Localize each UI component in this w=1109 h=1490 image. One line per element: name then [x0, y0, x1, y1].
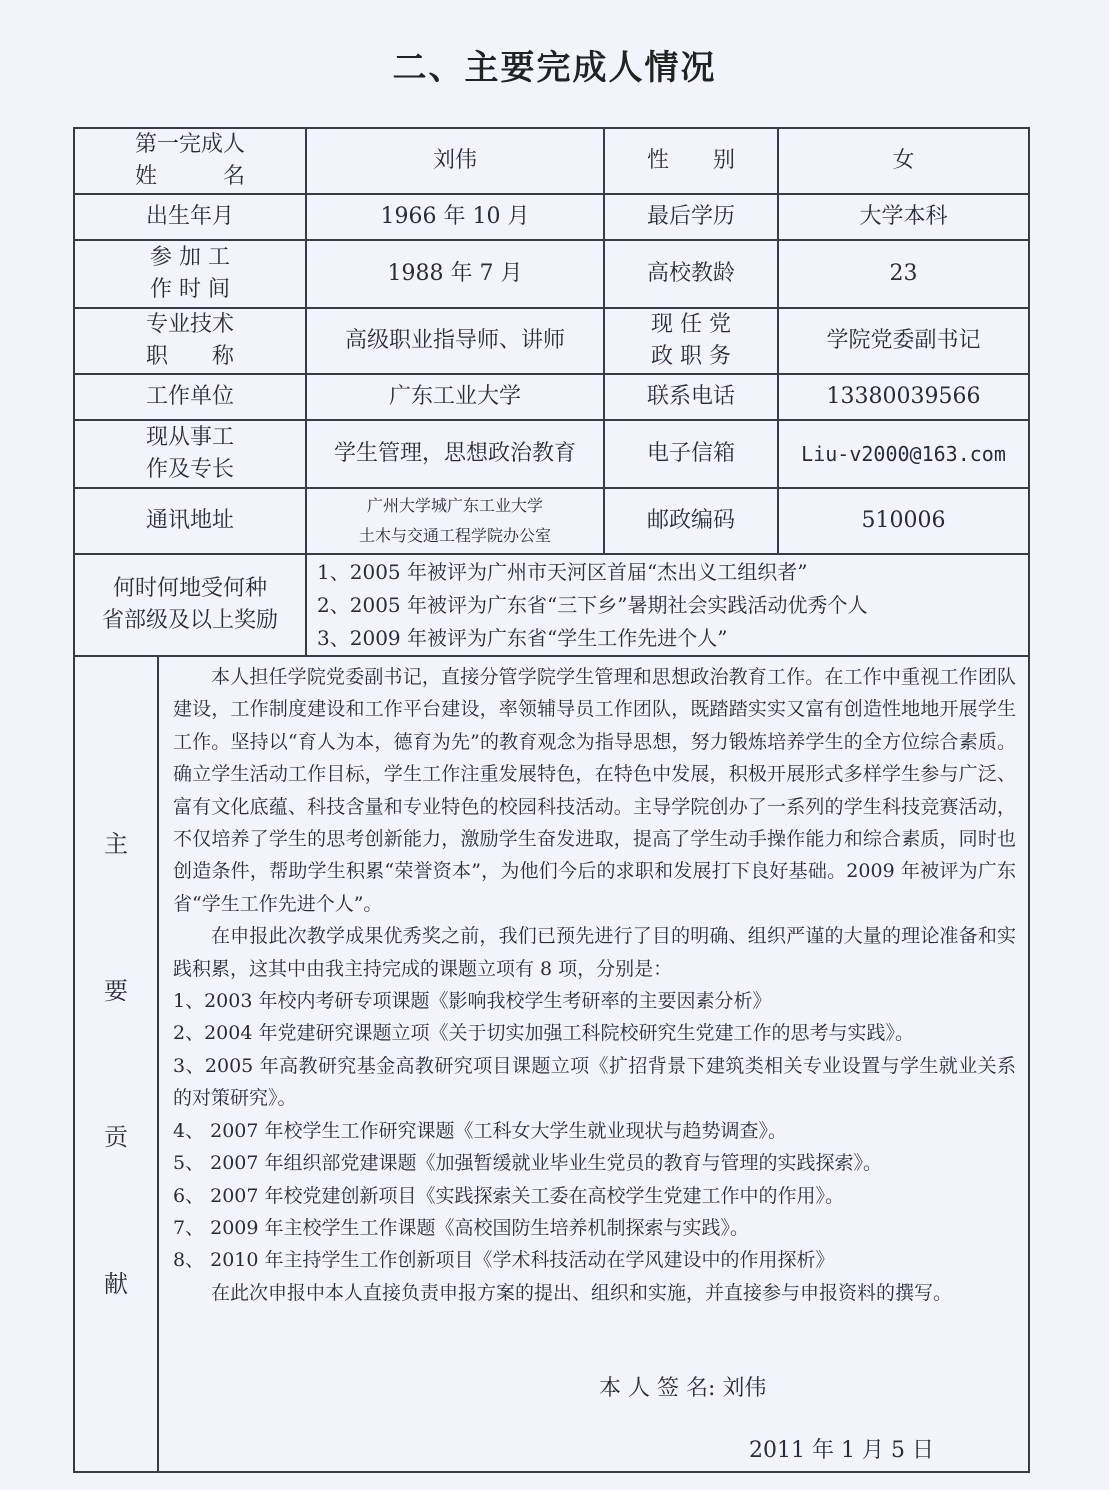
contribution-content: [158, 656, 1029, 1472]
awards-list: [306, 554, 1029, 656]
contribution-label-char: 贡: [104, 1123, 128, 1152]
row-employer: [74, 374, 1029, 420]
gender-value: 女: [778, 128, 1029, 194]
education-value: 大学本科: [778, 194, 1029, 240]
award-item: 3、2009 年被评为广东省“学生工作先进个人”: [317, 625, 728, 650]
birth-label: 出生年月: [74, 194, 306, 240]
employer-value: 广东工业大学: [306, 374, 604, 420]
work-start-label: 参 加 工 作 时 间: [74, 240, 306, 308]
postcode-label: 邮政编码: [604, 488, 778, 554]
project-item: 2、2004 年党建研究课题立项《关于切实加强工科院校研究生党建工作的思考与实践》。: [173, 1022, 914, 1045]
row-birth: [74, 194, 1029, 240]
employer-label: 工作单位: [74, 374, 306, 420]
signature: 本 人 签 名: 刘伟: [599, 1376, 767, 1401]
project-item: 3、2005 年高教研究基金高教研究项目课题立项《扩招背景下建筑类相关专业设置与学生就业关系的对策研究》。: [173, 1054, 1017, 1110]
phone-value: 13380039566: [778, 374, 1029, 420]
contribution-label-char: 主: [104, 830, 128, 859]
email-value: Liu-v2000@163.com: [778, 420, 1029, 488]
project-item: 7、 2009 年主校学生工作课题《高校国防生培养机制探索与实践》。: [173, 1216, 750, 1239]
name-value: 刘伟: [306, 128, 604, 194]
project-item: 5、 2007 年组织部党建课题《加强暂缓就业毕业生党员的教育与管理的实践探索》。: [173, 1152, 883, 1175]
row-work-start: [74, 240, 1029, 308]
gender-label: 性 别: [604, 128, 778, 194]
birth-value: 1966 年 10 月: [306, 194, 604, 240]
title-value: 高级职业指导师、讲师: [306, 308, 604, 374]
contribution-paragraph: 在申报此次教学成果优秀奖之前，我们已预先进行了目的明确、组织严谨的大量的理论准备和实践积累，这其中由我主持完成的课题立项有 8 项，分别是：: [173, 925, 1017, 980]
row-name: [74, 128, 1029, 194]
title-label: 专业技术 职 称: [74, 308, 306, 374]
award-item: 2、2005 年被评为广东省“三下乡”暑期社会实践活动优秀个人: [317, 592, 868, 617]
education-label: 最后学历: [604, 194, 778, 240]
email-label: 电子信箱: [604, 420, 778, 488]
work-start-value: 1988 年 7 月: [306, 240, 604, 308]
position-label: 现 任 党 政 职 务: [604, 308, 778, 374]
teaching-years-label: 高校教龄: [604, 240, 778, 308]
row-awards: [74, 554, 1029, 656]
info-table: [73, 127, 1030, 1473]
row-specialty: [74, 420, 1029, 488]
row-contribution: [74, 656, 1029, 1472]
contribution-label-char: 献: [104, 1269, 128, 1298]
awards-label: 何时何地受何种 省部级及以上奖励: [74, 554, 306, 656]
project-item: 4、 2007 年校学生工作研究课题《工科女大学生就业现状与趋势调查》。: [173, 1119, 788, 1142]
teaching-years-value: 23: [778, 240, 1029, 308]
position-value: 学院党委副书记: [778, 308, 1029, 374]
name-label: 第一完成人 姓 名: [74, 128, 306, 194]
contribution-label: [74, 656, 158, 1472]
row-address: [74, 488, 1029, 554]
contribution-paragraph: 在此次申报中本人直接负责申报方案的提出、组织和实施，并直接参与申报资料的撰写。: [211, 1281, 953, 1304]
project-item: 1、2003 年校内考研专项课题《影响我校学生考研率的主要因素分析》: [173, 990, 772, 1013]
project-item: 6、 2007 年校党建创新项目《实践探索关工委在高校学生党建工作中的作用》。: [173, 1184, 845, 1207]
contribution-label-char: 要: [104, 976, 128, 1005]
phone-label: 联系电话: [604, 374, 778, 420]
contribution-paragraph: 本人担任学院党委副书记，直接分管学院学生管理和思想政治教育工作。在工作中重视工作团队建设，工作制度建设和工作平台建设，率领辅导员工作团队，既踏踏实实又富有创造性地地开展学生工作。坚持以“育人为本，德育为先”的教育观念为指导思想，努力锻炼培养学生的全方位综合素质。确立学生活动工作目标，学生工作注重发展特色，在特色中发展，积极开展形式多样学生参与广泛、富有文化底蕴、科技含量和专业特色的校园科技活动。主导学院创办了一系列的学生科技竞赛活动，不仅培养了学生的思考创新能力，激励学生奋发进取，提高了学生动手操作能力和综合素质，同时也创造条件，帮助学生积累“荣誉资本”，为他们今后的求职和发展打下良好基础。2009 年被评为广东省“学生工作先进个人”。: [173, 666, 1017, 915]
row-title: [74, 308, 1029, 374]
award-item: 1、2005 年被评为广州市天河区首届“杰出义工组织者”: [317, 559, 808, 584]
project-item: 8、 2010 年主持学生工作创新项目《学术科技活动在学风建设中的作用探析》: [173, 1249, 835, 1272]
page-title: 二、主要完成人情况: [392, 48, 717, 88]
specialty-label: 现从事工 作及专长: [74, 420, 306, 488]
signature-date: 2011 年 1 月 5 日: [749, 1438, 934, 1463]
address-value: 广州大学城广东工业大学 土木与交通工程学院办公室: [306, 488, 604, 554]
specialty-value: 学生管理，思想政治教育: [306, 420, 604, 488]
postcode-value: 510006: [778, 488, 1029, 554]
address-label: 通讯地址: [74, 488, 306, 554]
